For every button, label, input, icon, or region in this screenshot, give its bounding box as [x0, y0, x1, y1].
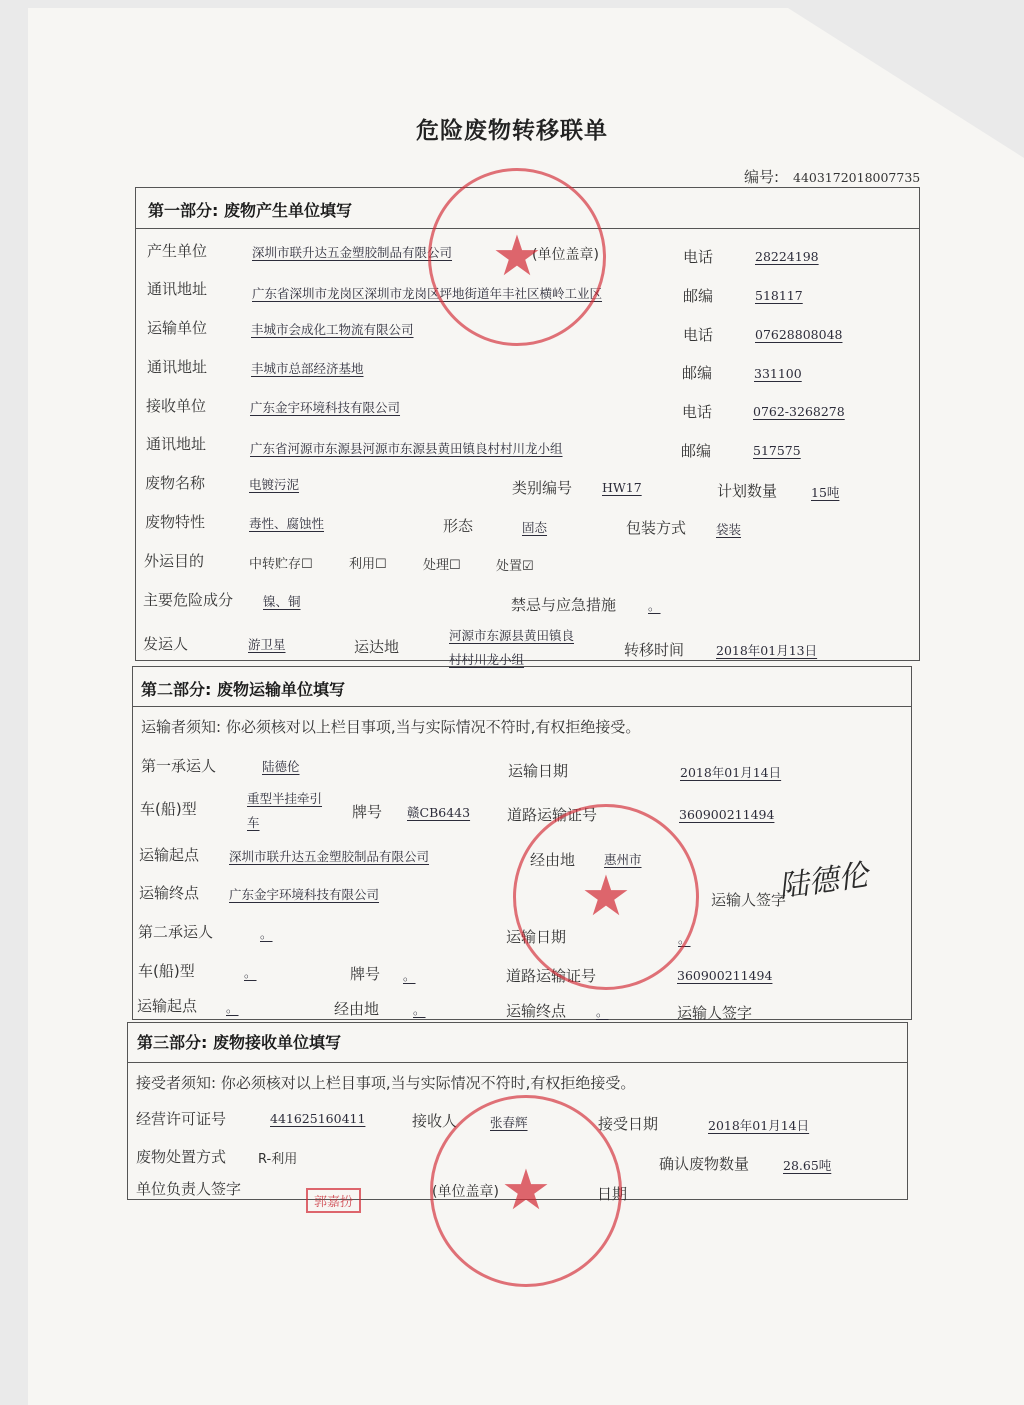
plate1-value: 赣CB6443: [407, 805, 471, 820]
receive-date-label: 接受日期: [598, 1115, 659, 1133]
vehicle2-label: 车(船)型: [138, 962, 195, 980]
part3-header: 第三部分: 废物接收单位填写: [137, 1033, 341, 1052]
receiver-postcode: 517575: [753, 443, 801, 458]
producer-address-label: 通讯地址: [147, 280, 208, 298]
receiver-seal: [430, 1095, 622, 1287]
planned-qty-label: 计划数量: [717, 482, 778, 500]
shipper-label: 发运人: [143, 635, 189, 653]
plate2-label: 牌号: [350, 965, 381, 983]
star-icon: ★: [580, 864, 632, 929]
vehicle1-line1: 重型半挂牵引: [247, 791, 323, 806]
transporter-seal: [513, 804, 699, 990]
producer-postcode: 518117: [755, 288, 803, 303]
permit1-value: 360900211494: [679, 807, 775, 822]
hazard-label: 主要危险成分: [143, 591, 234, 609]
end1-label: 运输终点: [139, 884, 200, 902]
via1-label: 经由地: [530, 851, 576, 869]
carrier1-label: 第一承运人: [141, 757, 217, 775]
date-label: 日期: [597, 1185, 628, 1203]
confirm-qty: 28.65吨: [783, 1158, 832, 1173]
part2-header: 第二部分: 废物运输单位填写: [141, 680, 345, 699]
planned-qty: 15吨: [811, 485, 840, 500]
carrier2-date-label: 运输日期: [506, 928, 567, 946]
leader-sign-label: 单位负责人签字: [136, 1180, 242, 1198]
start2-label: 运输起点: [137, 997, 198, 1015]
transporter-label: 运输单位: [147, 319, 208, 337]
hazard-value: 镍、铜: [263, 594, 301, 609]
taboo-label: 禁忌与应急措施: [511, 596, 617, 614]
via1-value: 惠州市: [604, 852, 642, 867]
carrier2-value: 。: [260, 926, 273, 941]
transfer-time: 2018年01月13日: [716, 643, 818, 658]
packaging-label: 包装方式: [626, 519, 687, 537]
receiver-person: 张春辉: [490, 1115, 528, 1130]
part2-divider: [132, 706, 911, 707]
property-label: 废物特性: [145, 513, 206, 531]
sign1-label: 运输人签字: [711, 891, 787, 909]
license-value: 441625160411: [270, 1111, 366, 1126]
purpose-option-use[interactable]: 利用☐: [349, 557, 387, 572]
disposal-value: R-利用: [258, 1152, 298, 1167]
packaging-value: 袋装: [716, 522, 742, 537]
receiver-address: 广东省河源市东源县河源市东源县黄田镇良村村川龙小组: [250, 441, 563, 456]
form-label: 形态: [443, 517, 474, 535]
purpose-option-dispose[interactable]: 处置☑: [496, 559, 534, 574]
producer-seal: [428, 168, 606, 346]
end2-value: 。: [596, 1004, 609, 1019]
carrier1-signature: 陆德伦: [776, 857, 871, 906]
unit-seal-label: (单位盖章): [432, 1184, 499, 1200]
receiver-person-label: 接收人: [412, 1112, 458, 1130]
serial-value: 4403172018007735: [793, 170, 921, 185]
carrier2-date: 。: [678, 931, 691, 946]
transporter-postcode-label: 邮编: [682, 364, 713, 382]
producer-phone-label: 电话: [683, 248, 714, 266]
shipper-value: 游卫星: [248, 637, 286, 652]
receiver-phone: 0762-3268278: [753, 404, 845, 419]
document-title: 危险废物转移联单: [416, 118, 608, 144]
seal-note: (单位盖章): [532, 247, 599, 263]
category-label: 类别编号: [512, 479, 573, 497]
transporter-value: 丰城市会成化工物流有限公司: [251, 322, 414, 337]
via2-value: 。: [413, 1002, 426, 1017]
carrier1-date: 2018年01月14日: [680, 765, 782, 780]
end1-value: 广东金宇环境科技有限公司: [229, 887, 380, 902]
sign2-label: 运输人签字: [677, 1004, 753, 1022]
form-value: 固态: [522, 520, 548, 535]
plate2-value: 。: [403, 968, 416, 983]
plate1-label: 牌号: [352, 803, 383, 821]
receiver-postcode-label: 邮编: [681, 442, 712, 460]
destination-line2: 村村川龙小组: [449, 652, 525, 667]
via2-label: 经由地: [334, 1000, 380, 1018]
receiver-phone-label: 电话: [682, 403, 713, 421]
purpose-label: 外运目的: [144, 552, 205, 570]
waste-name-label: 废物名称: [145, 474, 206, 492]
carrier1-date-label: 运输日期: [508, 762, 569, 780]
producer-label: 产生单位: [147, 242, 208, 260]
transporter-phone: 07628808048: [755, 327, 843, 342]
part3-notice: 接受者须知: 你必须核对以上栏目事项,当与实际情况不符时,有权拒绝接受。: [136, 1074, 636, 1092]
end2-label: 运输终点: [506, 1002, 567, 1020]
start1-label: 运输起点: [139, 846, 200, 864]
transporter-postcode: 331100: [754, 366, 802, 381]
part3-divider: [127, 1062, 907, 1063]
producer-postcode-label: 邮编: [683, 287, 714, 305]
start2-value: 。: [226, 1000, 239, 1015]
transporter-address-label: 通讯地址: [147, 358, 208, 376]
receiver-value: 广东金宇环境科技有限公司: [250, 400, 401, 415]
receiver-label: 接收单位: [146, 397, 207, 415]
waste-name: 电镀污泥: [249, 477, 300, 492]
vehicle2-value: 。: [244, 965, 257, 980]
start1-value: 深圳市联升达五金塑胶制品有限公司: [229, 849, 430, 864]
part1-header: 第一部分: 废物产生单位填写: [148, 201, 352, 220]
carrier2-label: 第二承运人: [138, 923, 214, 941]
serial-label: 编号:: [744, 168, 780, 186]
purpose-option-treat[interactable]: 处理☐: [423, 558, 461, 573]
part2-notice: 运输者须知: 你必须核对以上栏目事项,当与实际情况不符时,有权拒绝接受。: [141, 718, 641, 736]
license-label: 经营许可证号: [136, 1110, 227, 1128]
carrier1-value: 陆德伦: [262, 759, 300, 774]
star-icon: ★: [500, 1158, 552, 1223]
leader-seal: 郭嘉扮: [306, 1188, 361, 1213]
permit2-label: 道路运输证号: [506, 967, 597, 985]
vehicle1-line2: 车: [247, 815, 260, 830]
destination-label: 运达地: [354, 638, 400, 656]
confirm-qty-label: 确认废物数量: [659, 1155, 750, 1173]
permit2-value: 360900211494: [677, 968, 773, 983]
transfer-time-label: 转移时间: [624, 641, 685, 659]
purpose-option-transfer[interactable]: 中转贮存☐: [249, 557, 313, 572]
transporter-address: 丰城市总部经济基地: [251, 361, 364, 376]
property-value: 毒性、腐蚀性: [249, 516, 325, 531]
producer-address: 广东省深圳市龙岗区深圳市龙岗区坪地街道年丰社区横岭工业区: [252, 286, 603, 301]
disposal-label: 废物处置方式: [136, 1148, 227, 1166]
destination-line1: 河源市东源县黄田镇良: [449, 628, 575, 643]
receiver-address-label: 通讯地址: [146, 435, 207, 453]
category-value: HW17: [602, 480, 642, 495]
transporter-phone-label: 电话: [683, 326, 714, 344]
star-icon: ★: [491, 224, 543, 289]
taboo-value: 。: [648, 598, 661, 613]
receive-date: 2018年01月14日: [708, 1118, 810, 1133]
permit1-label: 道路运输证号: [507, 806, 598, 824]
vehicle1-label: 车(船)型: [140, 800, 197, 818]
producer-phone: 28224198: [755, 249, 819, 264]
producer-value: 深圳市联升达五金塑胶制品有限公司: [252, 245, 453, 260]
